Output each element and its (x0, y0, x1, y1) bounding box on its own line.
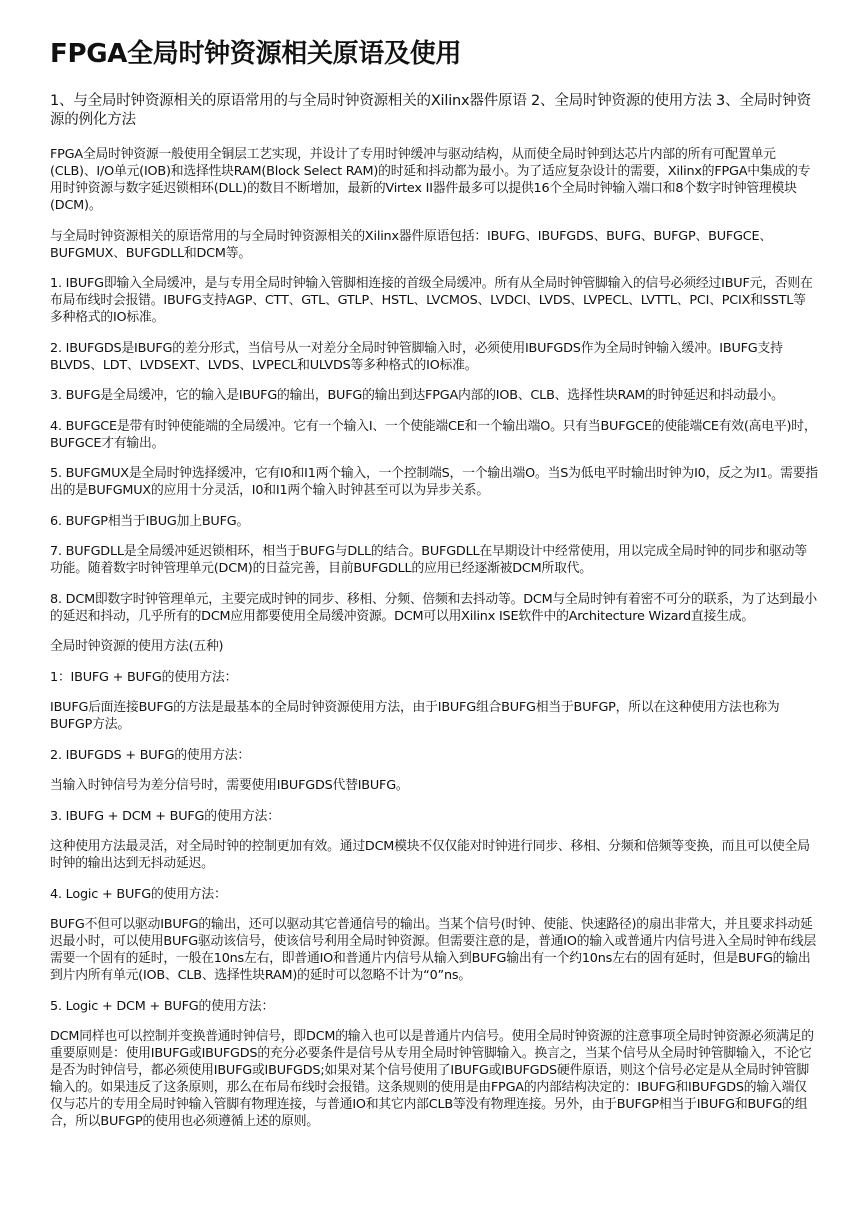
method-5-heading: 5. Logic + DCM + BUFG的使用方法： (50, 998, 275, 1014)
method-4-heading: 4. Logic + BUFG的使用方法： (50, 886, 227, 902)
paragraph-ibufg: 1. IBUFG即输入全局缓冲，是与专用全局时钟输入管脚相连接的首级全局缓冲。所有从全局时钟管脚输入的信号必须经过IBUF元，否则在布局布线时会报错。IBUFG支持AGP、CTT、GTL、GTLP、HSTL、LVCMOS、LVDCI、LVDS、LVPECL、LVTTL、PCI、PCIX和SSTL等多种格式的IO标准。 (50, 276, 813, 325)
method-4-text: BUFG不但可以驱动IBUFG的输出，还可以驱动其它普通信号的输出。当某个信号(时钟、使能、快速路径)的扇出非常大，并且要求抖动延迟最小时，可以使用BUFG驱动该信号，使该信号利用全局时钟资源。但需要注意的是，普通IO的输入或普通片内信号进入全局时钟布线层需要一个固有的延时，一般在10ns左右，即普通IO和普通片内信号从输入到BUFG输出有一个约10ns左右的固有延时，但是BUFG的输出到片内所有单元(IOB、CLB、选择性块RAM)的延时可以忽略不计为“0”ns。 (50, 917, 817, 983)
method-1-text: IBUFG后面连接BUFG的方法是最基本的全局时钟资源使用方法，由于IBUFG组合BUFG相当于BUFGP，所以在这种使用方法也称为BUFGP方法。 (50, 700, 780, 732)
paragraph-bufgp: 6. BUFGP相当于IBUG加上BUFG。 (50, 513, 250, 529)
document-title: FPGA全局时钟资源相关原语及使用 (50, 39, 462, 69)
method-5-text: DCM同样也可以控制并变换普通时钟信号，即DCM的输入也可以是普通片内信号。使用全局时钟资源的注意事项全局时钟资源必须满足的重要原则是：使用IBUFG或IBUFGDS的充分必要条件是信号从专用全局时钟管脚输入。换言之，当某个信号从全局时钟管脚输入，不论它是否为时钟信号，都必须使用IBUFG或IBUFGDS;如果对某个信号使用了IBUFG或IBUFGDS硬件原语，则这个信号必定是从全局时钟管脚输入的。如果违反了这条原则，那么在布局布线时会报错。这条规则的使用是由FPGA的内部结构决定的：IBUFG和IBUFGDS的输入端仅仅与芯片的专用全局时钟输入管脚有物理连接，与普通IO和其它内部CLB等没有物理连接。另外，由于BUFGP相当于IBUFG和BUFG的组合，所以BUFGP的使用也必须遵循上述的原则。 (50, 1029, 814, 1129)
method-3-text: 这种使用方法最灵活，对全局时钟的控制更加有效。通过DCM模块不仅仅能对时钟进行同步、移相、分频和倍频等变换，而且可以使全局时钟的输出达到无抖动延迟。 (50, 839, 810, 871)
document-subtitle: 1、与全局时钟资源相关的原语常用的与全局时钟资源相关的Xilinx器件原语 2、全局时钟资源的使用方法 3、全局时钟资源的例化方法 (50, 93, 811, 128)
method-2-heading: 2. IBUFGDS + BUFG的使用方法： (50, 747, 250, 763)
paragraph-dcm: 8. DCM即数字时钟管理单元，主要完成时钟的同步、移相、分频、倍频和去抖动等。DCM与全局时钟有着密不可分的联系，为了达到最小的延迟和抖动，几乎所有的DCM应用都要使用全局缓冲资源。DCM可以用Xilinx ISE软件中的Architecture Wizard直接生成。 (50, 591, 817, 624)
section-heading-usage: 全局时钟资源的使用方法(五种) (50, 639, 224, 654)
paragraph-ibufgds: 2. IBUFGDS是IBUFG的差分形式，当信号从一对差分全局时钟管脚输入时，必须使用IBUFGDS作为全局时钟输入缓冲。IBUFG支持BLVDS、LDT、LVDSEXT、LVDS、LVPECL和ULVDS等多种格式的IO标准。 (50, 340, 783, 373)
method-1-heading: 1：IBUFG + BUFG的使用方法： (50, 669, 238, 685)
method-3-heading: 3. IBUFG + DCM + BUFG的使用方法： (50, 808, 280, 824)
paragraph-primitives: 与全局时钟资源相关的原语常用的与全局时钟资源相关的Xilinx器件原语包括：IBUFG、IBUFGDS、BUFG、BUFGP、BUFGCE、BUFGMUX、BUFGDLL和DCM等。 (50, 228, 772, 261)
method-2-text: 当输入时钟信号为差分信号时，需要使用IBUFGDS代替IBUFG。 (50, 778, 409, 793)
paragraph-bufg: 3. BUFG是全局缓冲，它的输入是IBUFG的输出，BUFG的输出到达FPGA内部的IOB、CLB、选择性块RAM的时钟延迟和抖动最小。 (50, 388, 784, 403)
document-body (50, 146, 818, 1130)
paragraph-bufgmux: 5. BUFGMUX是全局时钟选择缓冲，它有I0和I1两个输入，一个控制端S，一个输出端O。当S为低电平时输出时钟为I0，反之为I1。需要指出的是BUFGMUX的应用十分灵活，I0和I1两个输入时钟甚至可以为异步关系。 (50, 466, 818, 498)
paragraph-intro: FPGA全局时钟资源一般使用全铜层工艺实现，并设计了专用时钟缓冲与驱动结构，从而使全局时钟到达芯片内部的所有可配置单元(CLB)、I/O单元(IOB)和选择性块RAM(Block Select RAM)的时延和抖动都为最小。为了适应复杂设计的需要，Xilinx的FPGA中集成的专用时钟资源与数字延迟锁相环(DLL)的数目不断增加，最新的Virtex II器件最多可以提供16个全局时钟输入端口和8个数字时钟管理模块(DCM)。 (50, 147, 811, 213)
paragraph-bufgdll: 7. BUFGDLL是全局缓冲延迟锁相环，相当于BUFG与DLL的结合。BUFGDLL在早期设计中经常使用，用以完成全局时钟的同步和驱动等功能。随着数字时钟管理单元(DCM)的日益完善，目前BUFGDLL的应用已经逐渐被DCM所取代。 (50, 544, 807, 576)
paragraph-bufgce: 4. BUFGCE是带有时钟使能端的全局缓冲。它有一个输入I、一个使能端CE和一个输出端O。只有当BUFGCE的使能端CE有效(高电平)时，BUFGCE才有输出。 (50, 418, 817, 451)
